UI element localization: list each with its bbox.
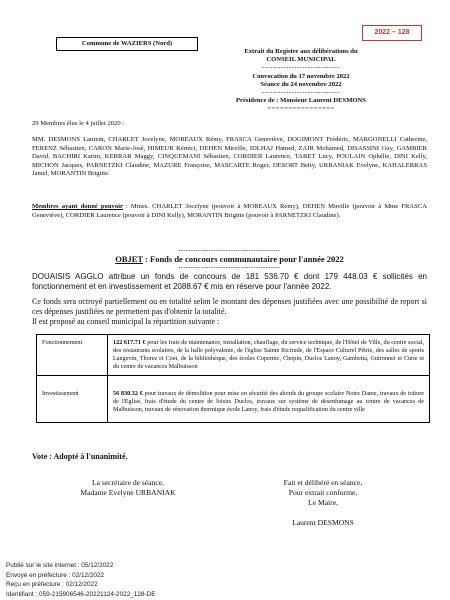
- publication-footer: [6, 561, 155, 599]
- investissement-text: pour travaux de démolition pour mise en sécurité des abords du groupe scolaire Notre Dame, travaux de toiture de l'Eglise, frais d'étude du centre de loisirs Duclos, travaux sur système de désenfumage au centre de vacances de Malbuisson, travaux de rénovation thermique école Lanoy, frais d'étude requalification du centre ville: [113, 390, 424, 413]
- objet-label: OBJET: [115, 254, 143, 264]
- mayor-name: Laurent DESMONS: [292, 518, 354, 527]
- investissement-amount: 56 830.32 €: [113, 390, 143, 397]
- mayor-fait: Fait et délibéré en séance,: [283, 478, 363, 487]
- header-seance: Séance du 24 novembre 2022: [260, 80, 342, 88]
- commune-label: Commune de WAZIERS (Nord): [56, 37, 198, 51]
- mayor-signature-block: [248, 478, 398, 528]
- proxy-members: [32, 203, 427, 220]
- objet-separator-bottom: -----------------------------------------: [178, 264, 281, 271]
- propose-paragraph: Il est proposé au conseil municipal la répartition suivante :: [32, 317, 220, 326]
- fonctionnement-description: [108, 335, 430, 376]
- header-separator-1: -----------------------------: [261, 64, 341, 72]
- objet-text: : Fonds de concours communautaire pour l'année 2022: [142, 254, 344, 264]
- secretary-name: Madame Evelyne URBANIAK: [80, 488, 176, 497]
- footer-recu: Reçu en préfecture : 02/12/2022: [6, 581, 98, 589]
- objet-separator-top: -----------------------------------------: [178, 247, 281, 254]
- footer-envoye: Envoyé en préfecture : 02/12/2022: [6, 571, 105, 579]
- deliberation-header: [216, 48, 386, 114]
- fonctionnement-label: Fonctionnement: [37, 335, 108, 376]
- footer-identifiant: Identifiant : 059-215906546-20221124-2022_128-DE: [6, 590, 156, 598]
- membres-elus: 29 Membres élus le 4 juillet 2020 :: [32, 120, 125, 127]
- objet-title: [32, 254, 427, 264]
- footer-publie: Publié sur le site internet : 05/12/2022: [6, 562, 114, 569]
- header-convocation: Convocation du 17 novembre 2022: [252, 72, 350, 80]
- table-row: [37, 335, 430, 376]
- table-row: [37, 376, 430, 423]
- reference-number-box: 2022 – 128: [362, 25, 422, 41]
- secretary-signature-block: [38, 478, 218, 498]
- investissement-label: Investissement: [37, 376, 108, 423]
- douaisis-paragraph: DOUAISIS AGGLO attribue un fonds de concours de 181 536.70 € dont 179 448.03 € sollicités en fonctionnement et en investissement et 2088.67 € mis en réserve pour l'année 2022.: [32, 272, 427, 291]
- header-separator-3: ================: [267, 105, 335, 113]
- fonds-paragraph: Ce fonds sera octroyé partiellement ou en totalité selon le montant des dépenses justifiées avec une possibilité de report si ces dépenses justifiées ne permettent pas d'obtenir la totalité.: [32, 297, 427, 316]
- fonctionnement-text: pour les frais de maintenance, installation, chauffage, du service technique, de l'Hôtel de Ville, du centre social, des restaurants scolaires, de la halle polyvalente, de l'église Sainte Rictrude, de l'Espace Culturel Pétrie, des salles de sports Langevin, Thorez et Coet, de la bibliothèque, des écoles Copernic, Chopin, Duclos Lanoy, Gambetta, Guironnet et Curie et du centre de vacances Malbuisson: [113, 339, 425, 370]
- mayor-extrait: Pour extrait conforme,: [288, 488, 358, 497]
- header-presidence: Présidence de : Monsieur Laurent DESMONS: [236, 97, 366, 105]
- investissement-description: [108, 376, 430, 423]
- mayor-title: Le Maire,: [308, 498, 338, 507]
- repartition-table: [36, 334, 430, 423]
- header-line1: Extrait du Registre aux délibérations du: [244, 48, 358, 55]
- proxy-label: Membres ayant donné pouvoir: [32, 203, 123, 210]
- vote-result: Vote : Adopté à l'unanimité.: [32, 452, 128, 461]
- fonctionnement-amount: 122 617.71 €: [113, 339, 146, 346]
- header-conseil: CONSEIL MUNICIPAL: [266, 56, 336, 64]
- proxy-text: : Mmes. CHARLET Jocelyne (pouvoir à MOREAUX Rémy), DEHEN Mireille (pouvoir à Mme FRASCA Geneviève), CORDIER Laurence (pouvoir à DINI Kelly), MORANTIN Brigitte (pouvoir à PARNETZKI Claudine).: [32, 203, 427, 219]
- secretary-title: La secrétaire de séance,: [91, 478, 165, 487]
- header-separator-2: -----------------------------: [261, 89, 341, 97]
- present-members: MM. DESMONS Laurent, CHARLET Jocelyne, MOREAUX Rémy, FRASCA Geneviève, DOGIMONT Frédéric, MARGONELLI Catherine, FERENZ Sébastien, CARON Marie-José, HIMEUR Kémici, DEHEN Mireille, IDLHAJ Hamed, ZAIR Mohamed, DISASSINI Guy, GAMBIER David, BACHIRI Karim, KERRAR Maggy, CINQUEMANI Sébastien, CORDIER Laurence, TABET Lucy, POULAIN Ophélie, DINI Kelly, MICHON Jacques, PARNETZKI Claudine, MAZURE Françoise, MASCARTE Roger, DESORT Betty, URBANIAK Evelyne, KAHALERRAS Jamel, MORANTIN Brigitte.: [32, 136, 427, 178]
